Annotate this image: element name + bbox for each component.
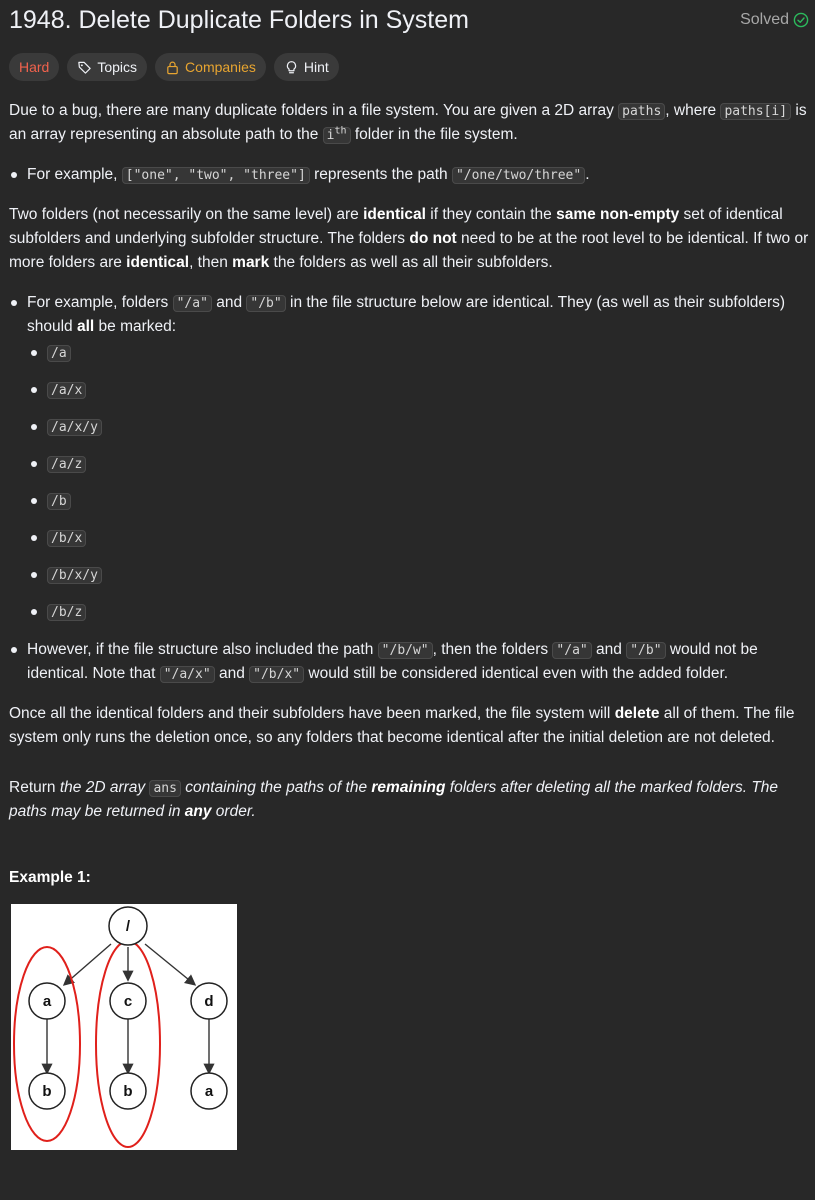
tag-icon — [77, 60, 92, 75]
list-item — [27, 163, 809, 187]
lock-icon — [165, 60, 180, 75]
text: , where — [665, 102, 721, 119]
lightbulb-icon — [284, 60, 299, 75]
example-heading: Example 1: — [9, 869, 91, 886]
inline-code — [323, 127, 351, 144]
text: . — [585, 166, 590, 183]
bold-text: identical — [126, 254, 190, 271]
italic-text: the 2D array — [59, 779, 150, 796]
text: For example, folders — [27, 294, 173, 311]
deletion-paragraph — [9, 702, 809, 750]
example-list-1 — [9, 163, 809, 187]
list-item — [27, 291, 809, 624]
node-label: b — [42, 1083, 52, 1100]
folder-path: /b — [47, 493, 71, 510]
node-label: a — [42, 993, 52, 1010]
node-label: b — [123, 1083, 133, 1100]
inline-code: "/a/x" — [160, 666, 215, 683]
folder-path: /a/z — [47, 456, 86, 473]
text: Due to a bug, there are many duplicate folders in a file system. You are given a 2D array — [9, 102, 619, 119]
text: and — [214, 665, 250, 682]
tag-row — [9, 53, 339, 81]
text: set of identical subfolders and underlying subfolder structure. The folders — [9, 206, 783, 247]
inline-code: "/b" — [626, 642, 665, 659]
bold-text: delete — [614, 705, 660, 722]
solved-status — [740, 8, 809, 32]
text: is an array representing an absolute path to the — [9, 102, 807, 143]
text: Two folders (not necessarily on the same level) are — [9, 206, 364, 223]
italic-text: folders after deleting all the marked folders. The paths may be returned in — [9, 779, 779, 820]
text: need to be at the root level to be identical. If two or more folders are — [9, 230, 809, 271]
inline-code: ans — [149, 780, 180, 797]
difficulty-badge — [9, 53, 59, 81]
topics-label: Topics — [97, 59, 138, 75]
bold-text: any — [184, 803, 212, 820]
bold-text: same non-empty — [556, 206, 680, 223]
folder-path-item — [47, 563, 809, 587]
folder-path: /a/x — [47, 382, 86, 399]
superscript: th — [334, 125, 347, 137]
text: Return — [9, 779, 60, 796]
inline-code: "/b/x" — [249, 666, 304, 683]
text: For example, — [27, 166, 122, 183]
check-circle-icon — [793, 12, 809, 28]
text: However, if the file structure also included the path — [27, 641, 378, 658]
text: represents the path — [309, 166, 452, 183]
inline-code: paths — [618, 103, 665, 120]
identical-definition-paragraph — [9, 203, 809, 275]
groupings — [14, 941, 160, 1147]
folder-path-item — [47, 452, 809, 476]
hint-label: Hint — [303, 59, 329, 75]
folder-path: /a/x/y — [47, 419, 102, 436]
node-label: / — [125, 918, 131, 935]
list-item — [27, 638, 809, 686]
text: , then — [189, 254, 233, 271]
companies-button[interactable] — [155, 53, 266, 81]
bold-text: identical — [363, 206, 426, 223]
difficulty-label: Hard — [19, 59, 50, 75]
description-body — [9, 99, 809, 1150]
text: in the file structure below are identical. They (as well as their subfolders) should — [27, 294, 786, 335]
folder-path-item — [47, 415, 809, 439]
folder-path-item — [47, 341, 809, 365]
folder-path-item — [47, 378, 809, 402]
inline-code: "/b" — [246, 295, 285, 312]
bold-text: do not — [409, 230, 457, 247]
text: and — [591, 641, 627, 658]
return-paragraph — [9, 776, 809, 824]
hint-button[interactable] — [274, 53, 339, 81]
bold-text: mark — [232, 254, 270, 271]
folder-path: /a — [47, 345, 71, 362]
text: if they contain the — [425, 206, 557, 223]
text: the folders as well as all their subfolders. — [269, 254, 553, 271]
folder-path-item — [47, 526, 809, 550]
companies-label: Companies — [185, 59, 256, 75]
text: be marked: — [94, 318, 177, 335]
problem-title[interactable]: 1948. Delete Duplicate Folders in System — [9, 6, 469, 34]
example-list-2 — [9, 291, 809, 686]
bold-text: remaining — [371, 779, 446, 796]
inline-code: "/one/two/three" — [452, 167, 585, 184]
bold-text: all — [76, 318, 95, 335]
example-tree-diagram — [11, 904, 237, 1150]
text: all of them. The file system only runs the deletion once, so any folders that become identical after the initial deletion are not deleted. — [9, 705, 795, 746]
inline-code: ["one", "two", "three"] — [122, 167, 310, 184]
text: folder in the file system. — [350, 126, 518, 143]
folder-path: /b/z — [47, 604, 86, 621]
folder-path: /b/x — [47, 530, 86, 547]
text: Once all the identical folders and their subfolders have been marked, the file system will — [9, 705, 615, 722]
inline-code: "/a" — [173, 295, 212, 312]
text: would not be identical. Note that — [27, 641, 758, 682]
inline-code: "/a" — [552, 642, 591, 659]
inline-code: "/b/w" — [378, 642, 433, 659]
text: , then the folders — [432, 641, 553, 658]
title-row — [9, 4, 809, 36]
topics-button[interactable] — [67, 53, 147, 81]
intro-paragraph — [9, 99, 809, 147]
text: would still be considered identical even with the added folder. — [304, 665, 729, 682]
folder-path: /b/x/y — [47, 567, 102, 584]
italic-text: order. — [211, 803, 256, 820]
folder-path-item — [47, 489, 809, 513]
node-label: c — [123, 993, 133, 1010]
inline-code: paths[i] — [720, 103, 791, 120]
node-label: d — [204, 993, 214, 1010]
italic-text: containing the paths of the — [180, 779, 372, 796]
text: and — [211, 294, 247, 311]
solved-label: Solved — [740, 11, 789, 28]
folder-path-item — [47, 600, 809, 624]
node-label: a — [204, 1083, 214, 1100]
folder-path-list — [27, 341, 809, 624]
code-text: i — [326, 128, 335, 143]
